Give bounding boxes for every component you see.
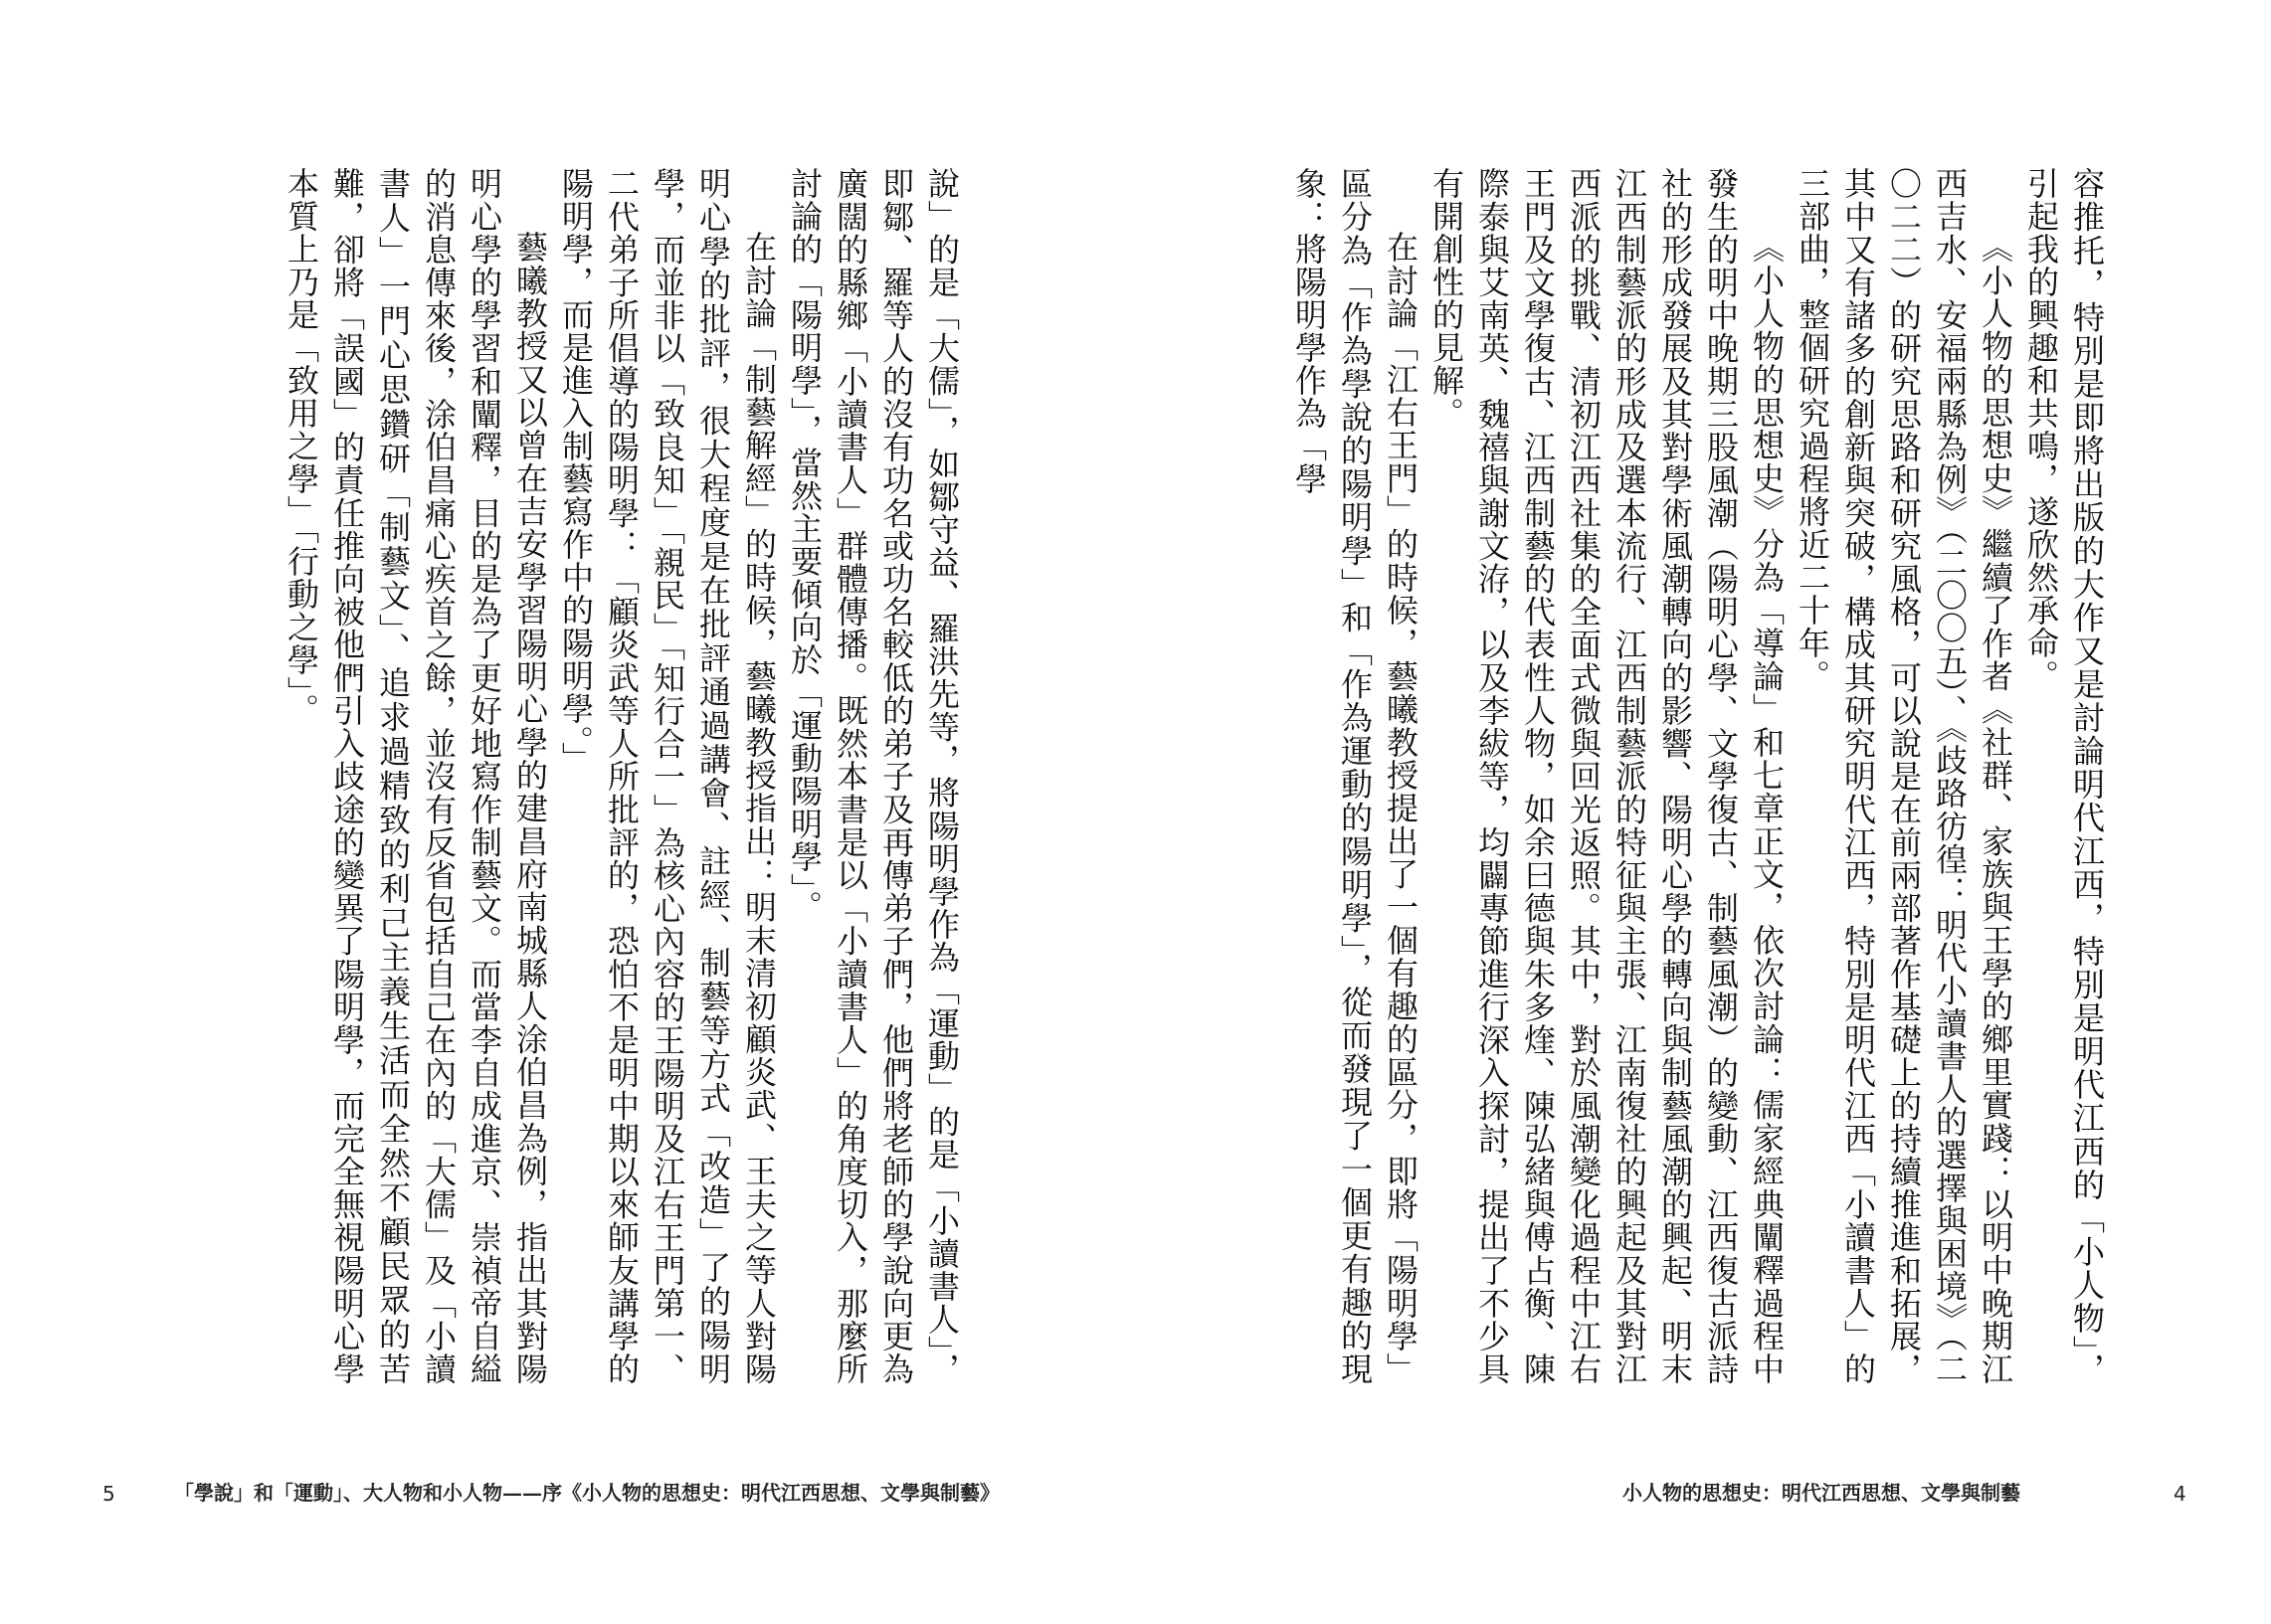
running-head: 「學說」和「運動」、大人物和小人物——序《小人物的思想史：明代江西思想、文學與制藝》 <box>174 1481 1000 1505</box>
paragraph: 《小人物的思想史》繼續了作者《社群、家族與王學的鄉里實踐：以明中晚期江西吉水、安福兩縣為例》（二〇〇五）、《歧路彷徨：明代小讀書人的選擇與困境》（二〇二二）的研究思路和研究風格，可以說是在前兩部著作基礎上的持續推進和拓展，其中又有諸多的創新與突破，構成其研究明代江西，特別是明代江西「小讀書人」的三部曲，整個研究過程將近二十年。 <box>1794 167 2014 1385</box>
left-page-body <box>269 167 965 1385</box>
right-page-body <box>1290 167 2110 1385</box>
running-head: 小人物的思想史：明代江西思想、文學與制藝 <box>1622 1481 2020 1505</box>
paragraph: 說」的是「大儒」，如鄒守益、羅洪先等，將陽明學作為「運動」的是「小讀書人」，即鄒、羅等人的沒有功名或功名較低的弟子及再傳弟子們，他們將老師的學說向更為廣闊的縣鄉「小讀書人」群體傳播。既然本書是以「小讀書人」的角度切入，那麼所討論的「陽明學」，當然主要傾向於「運動陽明學」。 <box>786 167 961 1385</box>
paragraph: 藝曦教授又以曾在吉安學習陽明心學的建昌府南城縣人涂伯昌為例，指出其對陽明心學的學習和闡釋，目的是為了更好地寫作制藝文。而當李自成進京、崇禎帝自縊的消息傳來後，涂伯昌痛心疾首之餘，並沒有反省包括自己在內的「大儒」及「小讀書人」一門心思鑽研「制藝文」、追求過精致的利己主義生活而全然不顧民眾的苦難，卻將「誤國」的責任推向被他們引入歧途的變異了陽明學，而完全無視陽明心學本質上乃是「致用之學」「行動之學」。 <box>283 167 549 1385</box>
left-page <box>0 0 1135 1624</box>
page-number: 5 <box>102 1482 115 1506</box>
paragraph: 在討論「江右王門」的時候，藝曦教授提出了一個有趣的區分，即將「陽明學」區分為「作為學說的陽明學」和「作為運動的陽明學」，從而發現了一個更有趣的現象：將陽明學作為「學 <box>1290 167 1419 1385</box>
paragraph: 在討論「制藝解經」的時候，藝曦教授指出：明末清初顧炎武、王夫之等人對陽明心學的批評，很大程度是在批評通過講會、註經、制藝等方式「改造」了的陽明學，而並非以「致良知」「親民」「知行合一」為核心內容的王陽明及江右王門第一、二代弟子所倡導的陽明學：「顧炎武等人所批評的，恐怕不是明中期以來師友講學的陽明學，而是進入制藝寫作中的陽明學。」 <box>557 167 778 1385</box>
paragraph: 《小人物的思想史》分為「導論」和七章正文，依次討論：儒家經典闡釋過程中發生的明中晚期三股風潮（陽明心學、文學復古、制藝風潮）的變動、江西復古派詩社的形成發展及其對學術風潮轉向的影響、陽明心學的轉向與制藝風潮的興起、明末江西制藝派的形成及選本流行、江西制藝派的特征與主張、江南復社的興起及其對江西派的挑戰、清初江西社集的全面式微與回光返照。其中，對於風潮變化過程中江右王門及文學復古、江西制藝的代表性人物，如余曰德與朱多煃、陳弘緒與傅占衡、陳際泰與艾南英、魏禧與謝文洊，以及李紱等，均闢專節進行深入探討，提出了不少具有開創性的見解。 <box>1427 167 1786 1385</box>
right-page <box>1135 0 2271 1624</box>
paragraph: 容推托，特別是即將出版的大作又是討論明代江西，特別是明代江西的「小人物」，引起我的興趣和共鳴，遂欣然承命。 <box>2022 167 2106 1385</box>
page-number: 4 <box>2174 1482 2186 1506</box>
